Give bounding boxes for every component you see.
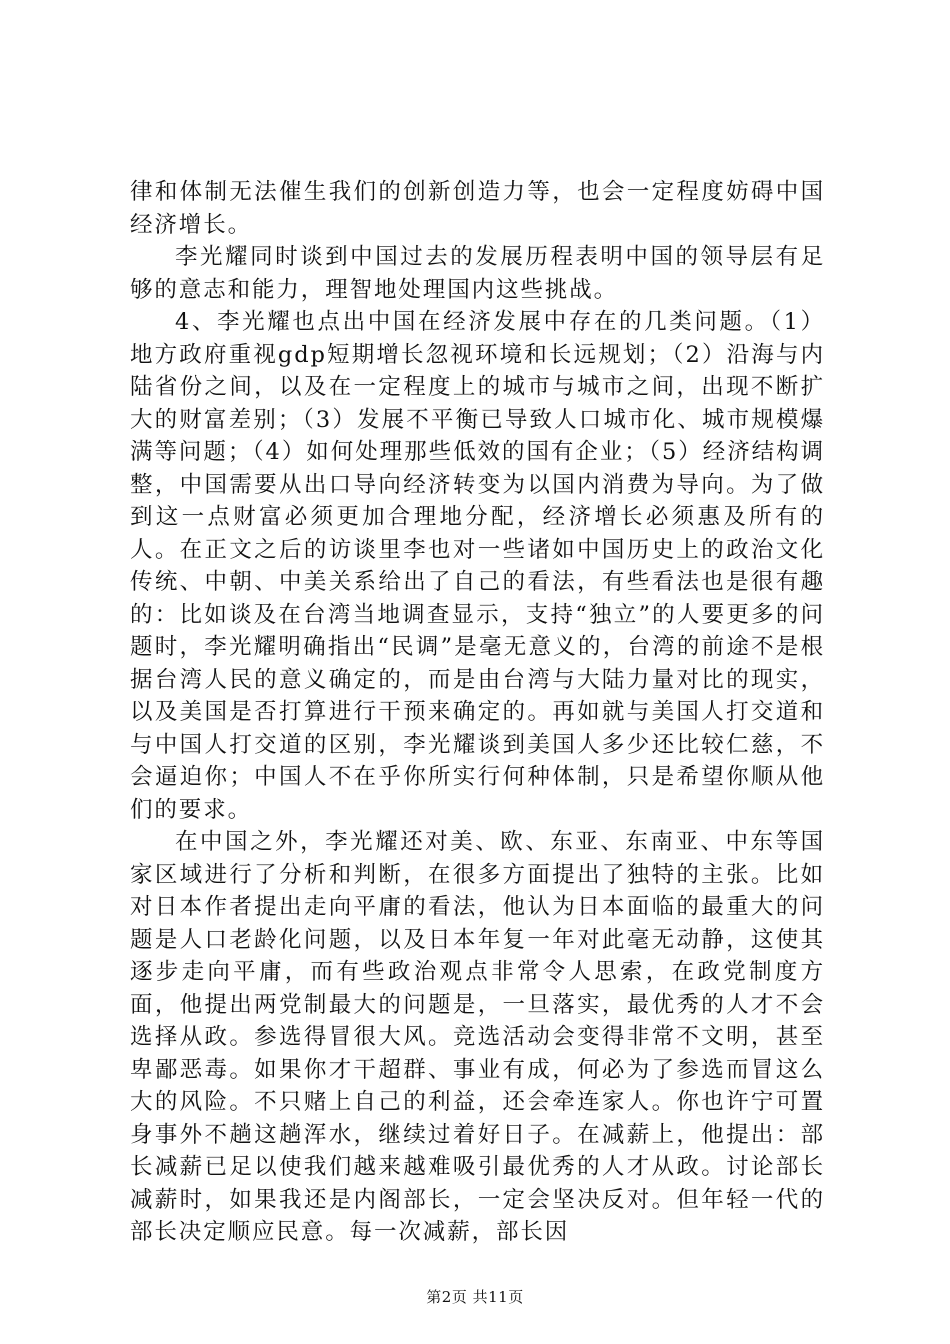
page-footer: 第2页 共11页 bbox=[426, 1288, 524, 1306]
paragraph-3: 4、李光耀也点出中国在经济发展中存在的几类问题。（1）地方政府重视gdp短期增长忽视环境和长远规划；（2）沿海与内陆省份之间，以及在一定程度上的城市与城市之间，出现不断扩大的财富差别；（3）发展不平衡已导致人口城市化、城市规模爆满等问题；（4）如何处理那些低效的国有企业；（5）经济结构调整，中国需要从出口导向经济转变为以国内消费为导向。为了做到这一点财富必须更加合理地分配，经济增长必须惠及所有的人。在正文之后的访谈里李也对一些诸如中国历史上的政治文化传统、中朝、中美关系给出了自己的看法，有些看法也是很有趣的：比如谈及在台湾当地调查显示，支持“独立”的人要更多的问题时，李光耀明确指出“民调”是毫无意义的，台湾的前途不是根据台湾人民的意义确定的，而是由台湾与大陆力量对比的现实，以及美国是否打算进行干预来确定的。再如就与美国人打交道和与中国人打交道的区别，李光耀谈到美国人多少还比较仁慈，不会逼迫你；中国人不在乎你所实行何种体制，只是希望你顺从他们的要求。 bbox=[130, 309, 825, 823]
paragraph-1: 律和体制无法催生我们的创新创造力等，也会一定程度妨碍中国经济增长。 bbox=[130, 179, 825, 238]
paragraph-2: 李光耀同时谈到中国过去的发展历程表明中国的领导层有足够的意志和能力，理智地处理国内这些挑战。 bbox=[130, 244, 825, 303]
paragraph-4: 在中国之外，李光耀还对美、欧、东亚、东南亚、中东等国家区域进行了分析和判断，在很多方面提出了独特的主张。比如对日本作者提出走向平庸的看法，他认为日本面临的最重大的问题是人口老龄化问题，以及日本年复一年对此毫无动静，这使其逐步走向平庸，而有些政治观点非常令人思索，在政党制度方面，他提出两党制最大的问题是，一旦落实，最优秀的人才不会选择从政。参选得冒很大风。竞选活动会变得非常不文明，甚至卑鄙恶毒。如果你才干超群、事业有成，何必为了参选而冒这么大的风险。不只赌上自己的利益，还会牵连家人。你也许宁可置身事外不趟这趟浑水，继续过着好日子。在减薪上，他提出：部长减薪已足以使我们越来越难吸引最优秀的人才从政。讨论部长减薪时，如果我还是内阁部长，一定会坚决反对。但年轻一代的部长决定顺应民意。每一次减薪，部长因 bbox=[130, 829, 825, 1245]
document-body bbox=[130, 176, 825, 1249]
